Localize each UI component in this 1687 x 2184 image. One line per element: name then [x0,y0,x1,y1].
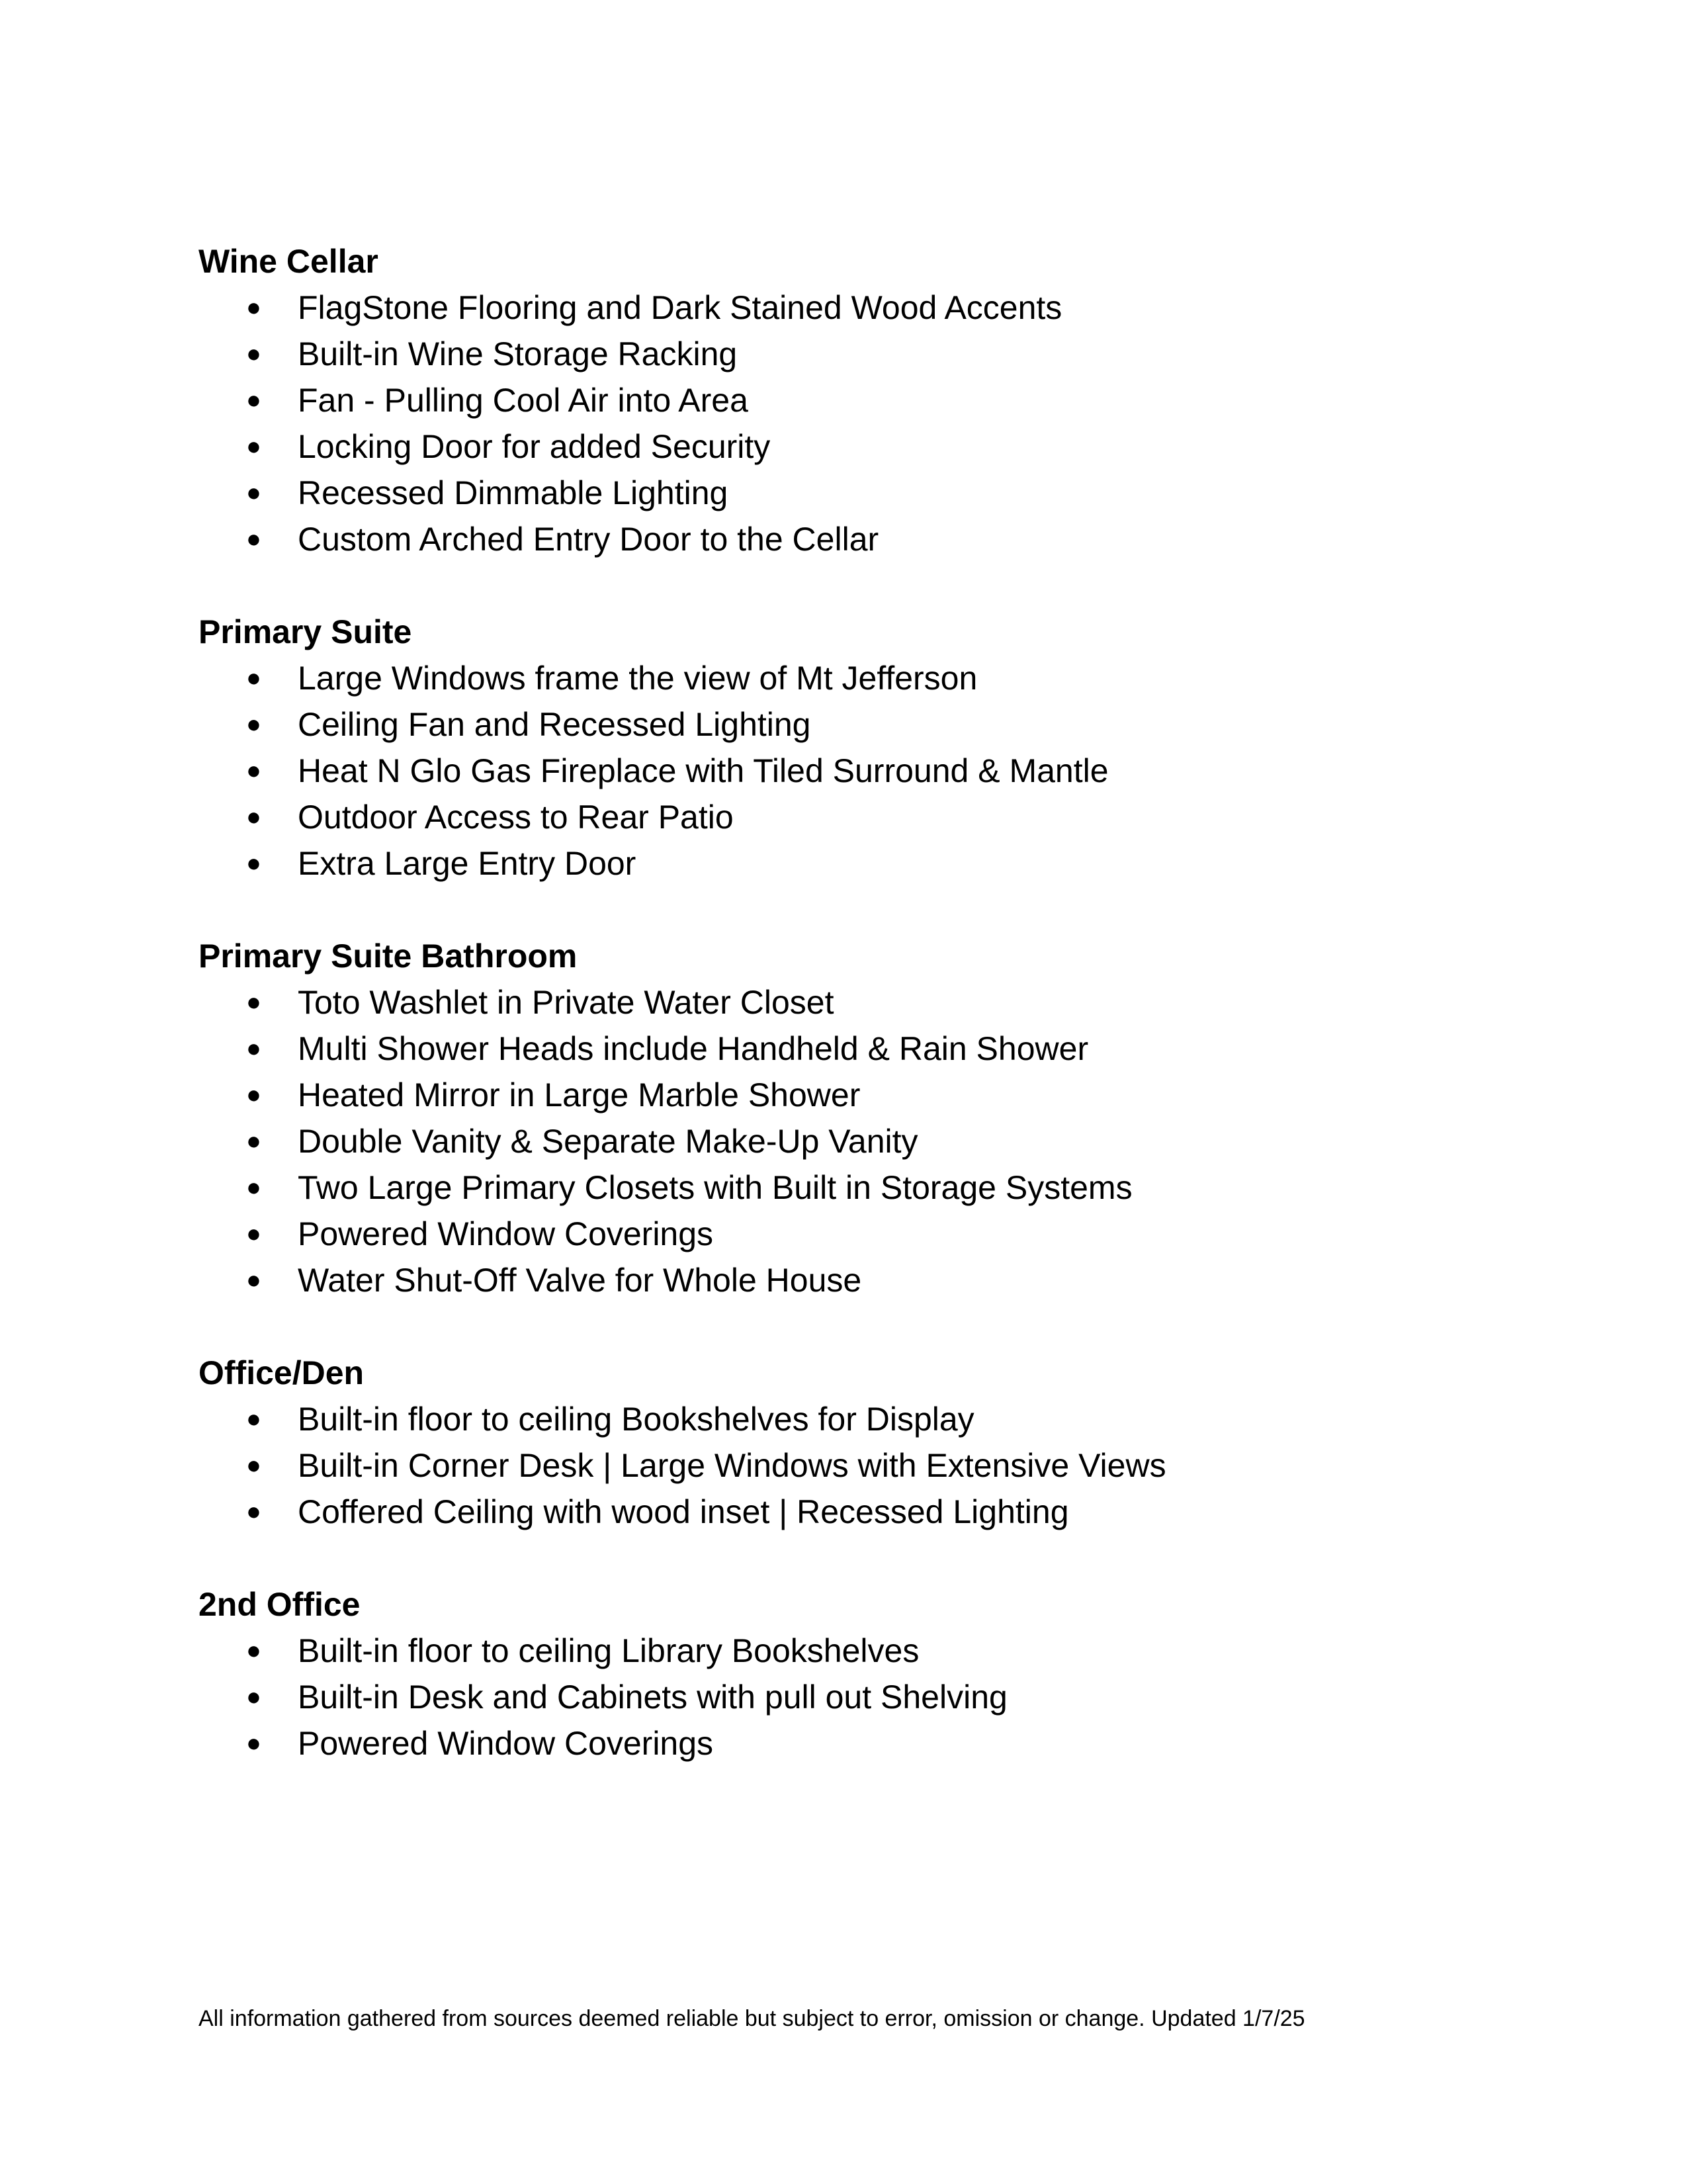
bullet-icon: ● [246,711,261,738]
bullet-icon: ● [246,1174,261,1201]
list-item [198,1674,1522,1720]
bullet-icon: ● [246,1405,261,1433]
item-text: Two Large Primary Closets with Built in Storage Systems [298,1169,1133,1206]
feature-items [198,284,1522,562]
bullet-icon: ● [246,1637,261,1665]
bullet-icon: ● [246,386,261,414]
list-item [198,655,1522,701]
item-text: Double Vanity & Separate Make-Up Vanity [298,1123,918,1160]
list-item [198,701,1522,748]
section-heading: Primary Suite Bathroom [198,938,578,975]
bullet-icon: ● [246,1452,261,1479]
feature-items [198,1396,1522,1535]
bullet-icon: ● [246,1498,261,1526]
list-item [198,1442,1522,1489]
list-item [198,284,1522,331]
item-text: FlagStone Flooring and Dark Stained Wood Accents [298,289,1062,326]
item-text: Extra Large Entry Door [298,845,636,882]
feature-items [198,1628,1522,1767]
bullet-icon: ● [246,1035,261,1063]
list-item [198,1211,1522,1257]
list-item [198,748,1522,794]
list-item [198,377,1522,423]
list-item [198,423,1522,470]
list-item [198,1396,1522,1442]
bullet-icon: ● [246,525,261,553]
item-text: Custom Arched Entry Door to the Cellar [298,521,879,558]
list-item [198,516,1522,562]
list-item [198,794,1522,840]
section-primary-suite-bathroom [198,933,1522,1303]
bullet-icon: ● [246,1220,261,1248]
list-item [198,1026,1522,1072]
item-text: Coffered Ceiling with wood inset | Recessed Lighting [298,1493,1069,1530]
item-text: Powered Window Coverings [298,1215,714,1252]
list-item [198,979,1522,1026]
item-text: Built-in Corner Desk | Large Windows with Extensive Views [298,1447,1166,1484]
list-item [198,1720,1522,1767]
item-text: Recessed Dimmable Lighting [298,474,728,511]
section-heading: 2nd Office [198,1586,361,1623]
bullet-icon: ● [246,340,261,368]
feature-list [198,238,1522,1813]
bullet-icon: ● [246,850,261,877]
feature-items [198,655,1522,887]
item-text: Fan - Pulling Cool Air into Area [298,382,748,419]
section-primary-suite [198,609,1522,887]
bullet-icon: ● [246,1729,261,1757]
list-item [198,840,1522,887]
item-text: Powered Window Coverings [298,1725,714,1762]
bullet-icon: ● [246,1683,261,1711]
bullet-icon: ● [246,803,261,831]
list-item [198,1072,1522,1118]
item-text: Water Shut-Off Valve for Whole House [298,1262,862,1299]
bullet-icon: ● [246,1127,261,1155]
item-text: Toto Washlet in Private Water Closet [298,984,834,1021]
item-text: Locking Door for added Security [298,428,771,465]
section-heading: Office/Den [198,1354,365,1391]
item-text: Built-in floor to ceiling Bookshelves for Display [298,1401,974,1438]
bullet-icon: ● [246,433,261,460]
item-text: Ceiling Fan and Recessed Lighting [298,706,811,743]
section-heading: Wine Cellar [198,243,378,280]
bullet-icon: ● [246,1266,261,1294]
item-text: Heat N Glo Gas Fireplace with Tiled Surround & Mantle [298,752,1109,789]
section-office-den [198,1350,1522,1535]
item-text: Built-in Wine Storage Racking [298,335,738,372]
list-item [198,331,1522,377]
bullet-icon: ● [246,294,261,322]
list-item [198,1118,1522,1164]
feature-items [198,979,1522,1303]
bullet-icon: ● [246,757,261,785]
item-text: Built-in Desk and Cabinets with pull out Shelving [298,1679,1008,1716]
item-text: Outdoor Access to Rear Patio [298,799,734,836]
section-wine-cellar [198,238,1522,562]
bullet-icon: ● [246,1081,261,1109]
item-text: Multi Shower Heads include Handheld & Rain Shower [298,1030,1089,1067]
section-heading: Primary Suite [198,613,412,650]
list-item [198,470,1522,516]
item-text: Heated Mirror in Large Marble Shower [298,1076,861,1114]
item-text: Large Windows frame the view of Mt Jefferson [298,660,978,697]
list-item [198,1164,1522,1211]
bullet-icon: ● [246,988,261,1016]
section-2nd-office [198,1581,1522,1767]
disclaimer-footer: All information gathered from sources deemed reliable but subject to error, omission or change. Updated 1/7/25 [198,2006,1305,2031]
list-item [198,1489,1522,1535]
list-item [198,1628,1522,1674]
bullet-icon: ● [246,479,261,507]
item-text: Built-in floor to ceiling Library Bookshelves [298,1632,920,1669]
bullet-icon: ● [246,664,261,692]
list-item [198,1257,1522,1303]
